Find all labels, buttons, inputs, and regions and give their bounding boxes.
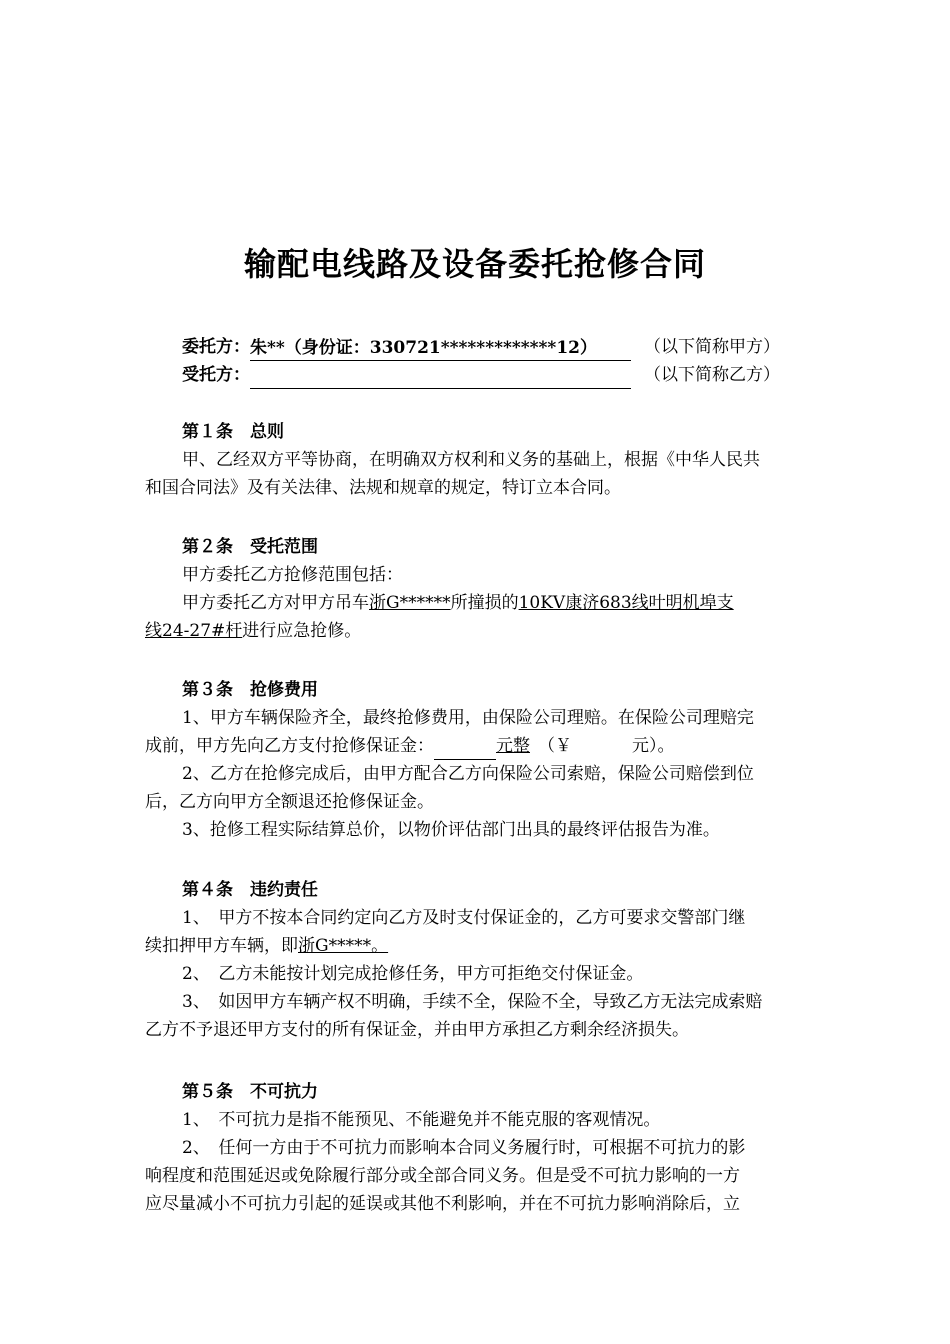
paragraph-line: 2、 任何一方由于不可抗力而影响本合同义务履行时，可根据不可抗力的影 xyxy=(182,1138,746,1158)
contractor-label: 受托方： xyxy=(182,365,250,385)
paragraph-line xyxy=(145,589,813,617)
paragraph-line: 3、 如因甲方车辆产权不明确，手续不全，保险不全，导致乙方无法完成索赔 xyxy=(182,992,763,1012)
client-party-row xyxy=(182,333,780,361)
paragraph-line: 应尽量减小不可抗力引起的延误或其他不利影响，并在不可抗力影响消除后，立 xyxy=(145,1194,740,1214)
power-line-name-cont: 线24-27#杆 xyxy=(145,621,243,641)
article-3 xyxy=(145,676,813,844)
contractor-note: （以下简称乙方） xyxy=(644,365,780,385)
paragraph-line: 1、甲方车辆保险齐全，最终抢修费用，由保险公司理赔。在保险公司理赔完 xyxy=(182,708,754,728)
paragraph-line: 1、 不可抗力是指不能预见、不能避免并不能克服的客观情况。 xyxy=(182,1110,661,1130)
vehicle-plate: 浙G****** xyxy=(369,593,451,613)
document-title: 输配电线路及设备委托抢修合同 xyxy=(243,245,706,283)
text-segment: 甲方委托乙方对甲方吊车 xyxy=(182,593,369,613)
article-1 xyxy=(145,418,813,502)
text-segment: 元）。 xyxy=(632,736,675,756)
article-heading: 第２条 受托范围 xyxy=(182,537,318,557)
text-segment: 进行应急抢修。 xyxy=(242,621,362,641)
deposit-unit: 元整 xyxy=(496,736,530,756)
paragraph-line: 2、乙方在抢修完成后，由甲方配合乙方向保险公司索赔，保险公司赔偿到位 xyxy=(182,764,754,784)
contractor-value-field xyxy=(250,364,631,389)
vehicle-plate: 浙G*****。 xyxy=(298,936,389,956)
paragraph-line: 1、 甲方不按本合同约定向乙方及时支付保证金的，乙方可要求交警部门继 xyxy=(182,908,746,928)
article-5 xyxy=(145,1078,813,1218)
contractor-party-row xyxy=(182,361,780,389)
deposit-amount-blank xyxy=(434,737,496,760)
text-segment: （￥ xyxy=(538,736,572,756)
text-segment: 所撞损的 xyxy=(450,593,519,613)
paragraph-line: 响程度和范围延迟或免除履行部分或全部合同义务。但是受不可抗力影响的一方 xyxy=(145,1166,740,1186)
paragraph-line: 甲、乙经双方平等协商，在明确双方权利和义务的基础上，根据《中华人民共 xyxy=(182,450,760,470)
paragraph-line: 乙方不予退还甲方支付的所有保证金，并由甲方承担乙方剩余经济损失。 xyxy=(145,1020,689,1040)
text-segment: 成前，甲方先向乙方支付抢修保证金： xyxy=(145,736,434,756)
article-heading: 第５条 不可抗力 xyxy=(182,1082,318,1102)
article-heading: 第１条 总则 xyxy=(182,422,284,442)
article-heading: 第３条 抢修费用 xyxy=(182,680,318,700)
paragraph-line xyxy=(145,617,813,645)
article-2 xyxy=(145,533,813,645)
paragraph-line: 甲方委托乙方抢修范围包括： xyxy=(182,565,403,585)
client-value-field xyxy=(250,336,631,361)
paragraph-line: 3、抢修工程实际结算总价，以物价评估部门出具的最终评估报告为准。 xyxy=(182,820,720,840)
paragraph-line xyxy=(145,932,813,960)
paragraph-line xyxy=(145,732,813,760)
paragraph-line: 和国合同法》及有关法律、法规和规章的规定，特订立本合同。 xyxy=(145,478,621,498)
text-segment: 续扣押甲方车辆，即 xyxy=(145,936,298,956)
client-note: （以下简称甲方） xyxy=(644,337,780,357)
client-value: 朱**（身份证：330721*************12） xyxy=(250,338,597,358)
paragraph-line: 2、 乙方未能按计划完成抢修任务，甲方可拒绝交付保证金。 xyxy=(182,964,644,984)
article-heading: 第４条 违约责任 xyxy=(182,880,318,900)
paragraph-line: 后，乙方向甲方全额退还抢修保证金。 xyxy=(145,792,434,812)
client-label: 委托方： xyxy=(182,337,250,357)
article-4 xyxy=(145,876,813,1044)
power-line-name: 10KV康济683线叶明机埠支 xyxy=(518,593,734,613)
